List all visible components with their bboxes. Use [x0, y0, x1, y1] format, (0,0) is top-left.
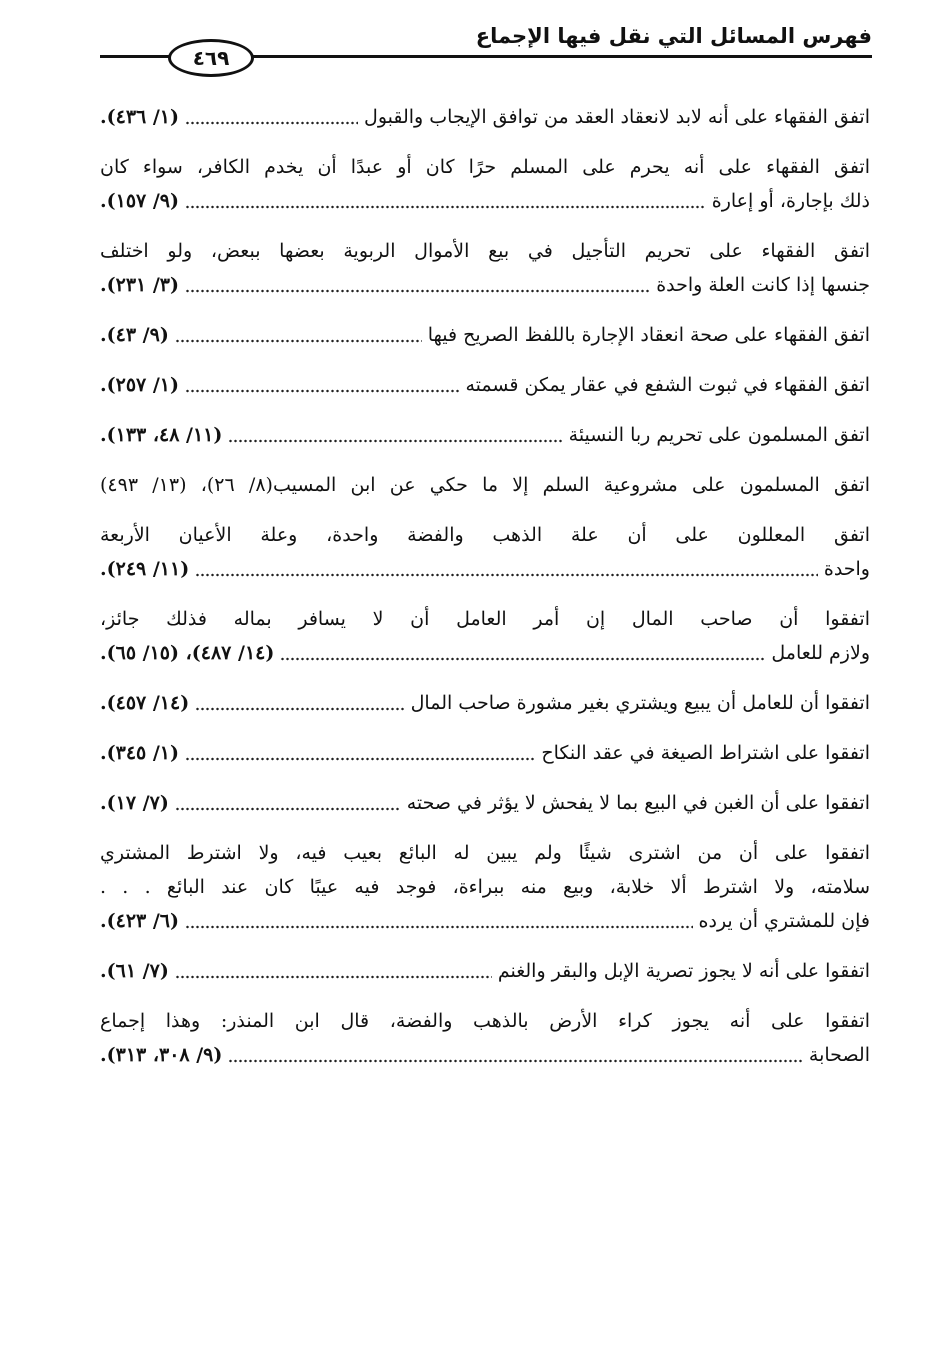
leader-dots — [228, 439, 562, 443]
index-entry — [100, 836, 870, 938]
volume-page-reference: (١/ ٢٥٧). — [100, 374, 180, 396]
leader-dots — [195, 573, 818, 577]
index-entry — [100, 468, 870, 502]
entry-text: اتفق المسلمون على تحريم ربا النسيئة — [568, 424, 870, 446]
entry-last-line — [100, 184, 870, 218]
index-entry — [100, 786, 870, 820]
index-entry — [100, 318, 870, 352]
entry-text: فإن للمشتري أن يرده — [698, 910, 870, 932]
volume-page-reference: (١٤/ ٤٨٧)، (١٥/ ٦٥). — [100, 642, 275, 664]
volume-page-reference: (٣/ ٢٣١). — [100, 274, 180, 296]
entry-text: اتفق الفقهاء في ثبوت الشفع في عقار يمكن قسمته — [465, 374, 870, 396]
entry-line: اتفقوا على أن من اشترى شيئًا ولم يبين له البائع بعيب فيه، ولا اشترط المشتري — [100, 842, 870, 864]
volume-page-reference: (١٤/ ٤٥٧). — [100, 692, 190, 714]
volume-page-reference: (٧/ ٦١). — [100, 960, 169, 982]
leader-dots — [175, 339, 422, 343]
entry-text: جنسها إذا كانت العلة واحدة — [656, 274, 870, 296]
volume-page-reference: (٧/ ١٧). — [100, 792, 169, 814]
leader-dots — [185, 389, 459, 393]
index-entry — [100, 736, 870, 770]
entry-last-line — [100, 268, 870, 302]
leader-dots — [185, 925, 693, 929]
entry-text: ذلك بإجارة، أو إعارة — [711, 190, 870, 212]
entry-line: اتفق المسلمون على مشروعية السلم إلا ما حكي عن ابن المسيب(٨/ ٢٦)، (١٣/ ٤٩٣) — [100, 474, 870, 496]
entry-last-line — [100, 904, 870, 938]
entry-line: سلامته، ولا اشترط ألا خلابة، وبيع منه ببراءة، فوجد فيه عيبًا كان عند البائع . . . — [100, 876, 870, 898]
entry-text: الصحابة — [808, 1044, 870, 1066]
entry-text: ولازم للعامل — [771, 642, 870, 664]
entry-line: اتفق المعللون على أن علة الذهب والفضة واحدة، وعلة الأعيان الأربعة — [100, 524, 870, 546]
entry-text: اتفق الفقهاء على صحة انعقاد الإجارة باللفظ الصريح فيها — [427, 324, 870, 346]
volume-page-reference: (٩/ ١٥٧). — [100, 190, 180, 212]
page-number: ٤٦٩ — [168, 39, 254, 77]
index-entry — [100, 1004, 870, 1072]
entry-line: اتفق الفقهاء على تحريم التأجيل في بيع الأموال الربوية بعضها ببعض، ولو اختلف — [100, 240, 870, 262]
index-entry — [100, 150, 870, 218]
entry-last-line — [100, 552, 870, 586]
entry-line: اتفقوا أن صاحب المال إن أمر العامل أن لا يسافر بماله فذلك جائز، — [100, 608, 870, 630]
index-entry — [100, 686, 870, 720]
index-entry — [100, 368, 870, 402]
entry-last-line — [100, 954, 870, 988]
page-header — [100, 14, 872, 74]
index-entry — [100, 954, 870, 988]
entry-text: اتفقوا أن للعامل أن يبيع ويشتري بغير مشورة صاحب المال — [410, 692, 870, 714]
leader-dots — [185, 757, 535, 761]
volume-page-reference: (٩/ ٤٣). — [100, 324, 169, 346]
entry-text: اتفقوا على أنه لا يجوز تصرية الإبل والبقر والغنم — [497, 960, 870, 982]
entry-text: اتفق الفقهاء على أنه لابد لانعقاد العقد من توافق الإيجاب والقبول — [364, 106, 870, 128]
entry-last-line — [100, 1038, 870, 1072]
volume-page-reference: (٦/ ٤٢٣). — [100, 910, 180, 932]
index-entry — [100, 418, 870, 452]
entry-last-line — [100, 636, 870, 670]
entry-line: اتفق الفقهاء على أنه يحرم على المسلم حرًا كان أو عبدًا أن يخدم الكافر، سواء كان — [100, 156, 870, 178]
index-entry — [100, 100, 870, 134]
leader-dots — [228, 1059, 803, 1063]
leader-dots — [175, 807, 401, 811]
entry-last-line — [100, 418, 870, 452]
leader-dots — [175, 975, 492, 979]
entry-last-line — [100, 100, 870, 134]
leader-dots — [280, 657, 765, 661]
leader-dots — [185, 289, 650, 293]
volume-page-reference: (١/ ٤٣٦). — [100, 106, 180, 128]
volume-page-reference: (١١/ ٢٤٩). — [100, 558, 190, 580]
running-title: فهرس المسائل التي نقل فيها الإجماع — [475, 24, 872, 48]
volume-page-reference: (٩/ ٣٠٨، ٣١٣). — [100, 1044, 223, 1066]
entry-last-line — [100, 736, 870, 770]
entry-last-line — [100, 318, 870, 352]
entry-last-line — [100, 368, 870, 402]
leader-dots — [185, 121, 358, 125]
entry-text: واحدة — [823, 558, 870, 580]
index-entry — [100, 234, 870, 302]
entry-last-line — [100, 686, 870, 720]
leader-dots — [185, 205, 706, 209]
index-entry — [100, 602, 870, 670]
entry-text: اتفقوا على اشتراط الصيغة في عقد النكاح — [541, 742, 870, 764]
consensus-index-list — [100, 100, 870, 1088]
entry-line: اتفقوا على أنه يجوز كراء الأرض بالذهب والفضة، قال ابن المنذر: وهذا إجماع — [100, 1010, 870, 1032]
leader-dots — [195, 707, 404, 711]
entry-last-line — [100, 786, 870, 820]
volume-page-reference: (١/ ٣٤٥). — [100, 742, 180, 764]
entry-text: اتفقوا على أن الغبن في البيع بما لا يفحش لا يؤثر في صحته — [406, 792, 870, 814]
index-entry — [100, 518, 870, 586]
volume-page-reference: (١١/ ٤٨، ١٣٣). — [100, 424, 223, 446]
